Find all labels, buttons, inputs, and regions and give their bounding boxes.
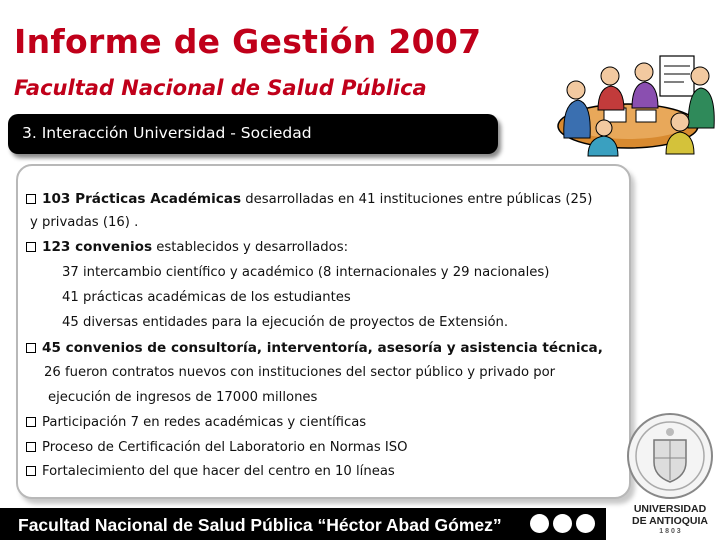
footer-dot-icon xyxy=(530,514,549,533)
section-title: 3. Interacción Universidad - Sociedad xyxy=(22,124,312,142)
list-item: 45 convenios de consultoría, interventoría, asesoría y asistencia técnica, xyxy=(26,340,603,356)
footer-dot-icon xyxy=(553,514,572,533)
list-item: Participación 7 en redes académicas y científicas xyxy=(26,415,366,430)
meeting-clipart xyxy=(548,48,720,160)
checkbox-bullet-icon xyxy=(26,442,36,452)
checkbox-bullet-icon xyxy=(26,343,36,353)
sub-item: 41 prácticas académicas de los estudiantes xyxy=(62,290,351,305)
footer-dot-icon xyxy=(576,514,595,533)
list-item-continuation: y privadas (16) . xyxy=(30,215,139,230)
checkbox-bullet-icon xyxy=(26,242,36,252)
list-item: 103 Prácticas Académicas desarrolladas en 41 instituciones entre públicas (25) xyxy=(26,191,592,207)
list-item: Proceso de Certificación del Laboratorio en Normas ISO xyxy=(26,440,408,455)
checkbox-bullet-icon xyxy=(26,466,36,476)
list-item: 123 convenios establecidos y desarrollados: xyxy=(26,239,348,255)
checkbox-bullet-icon xyxy=(26,194,36,204)
university-seal-icon xyxy=(624,410,716,502)
footer-bar xyxy=(0,508,606,540)
section-header-bar xyxy=(8,114,498,154)
sub-item: 37 intercambio científico y académico (8 internacionales y 29 nacionales) xyxy=(62,265,550,280)
page-title: Informe de Gestión 2007 xyxy=(14,22,482,61)
checkbox-bullet-icon xyxy=(26,417,36,427)
footer-text: Facultad Nacional de Salud Pública “Héctor Abad Gómez” xyxy=(18,515,502,535)
sub-item: 45 diversas entidades para la ejecución de proyectos de Extensión. xyxy=(62,315,509,330)
sub-item: ejecución de ingresos de 17000 millones xyxy=(48,390,318,405)
logo-line-3: 1 8 0 3 xyxy=(659,528,681,535)
logo-line-1: UNIVERSIDAD xyxy=(633,503,707,515)
page-subtitle: Facultad Nacional de Salud Pública xyxy=(14,76,427,100)
logo-line-2: DE ANTIOQUIA xyxy=(631,515,709,527)
list-item: Fortalecimiento del que hacer del centro en 10 líneas xyxy=(26,464,395,479)
sub-item: 26 fueron contratos nuevos con instituciones del sector público y privado por xyxy=(44,365,556,380)
